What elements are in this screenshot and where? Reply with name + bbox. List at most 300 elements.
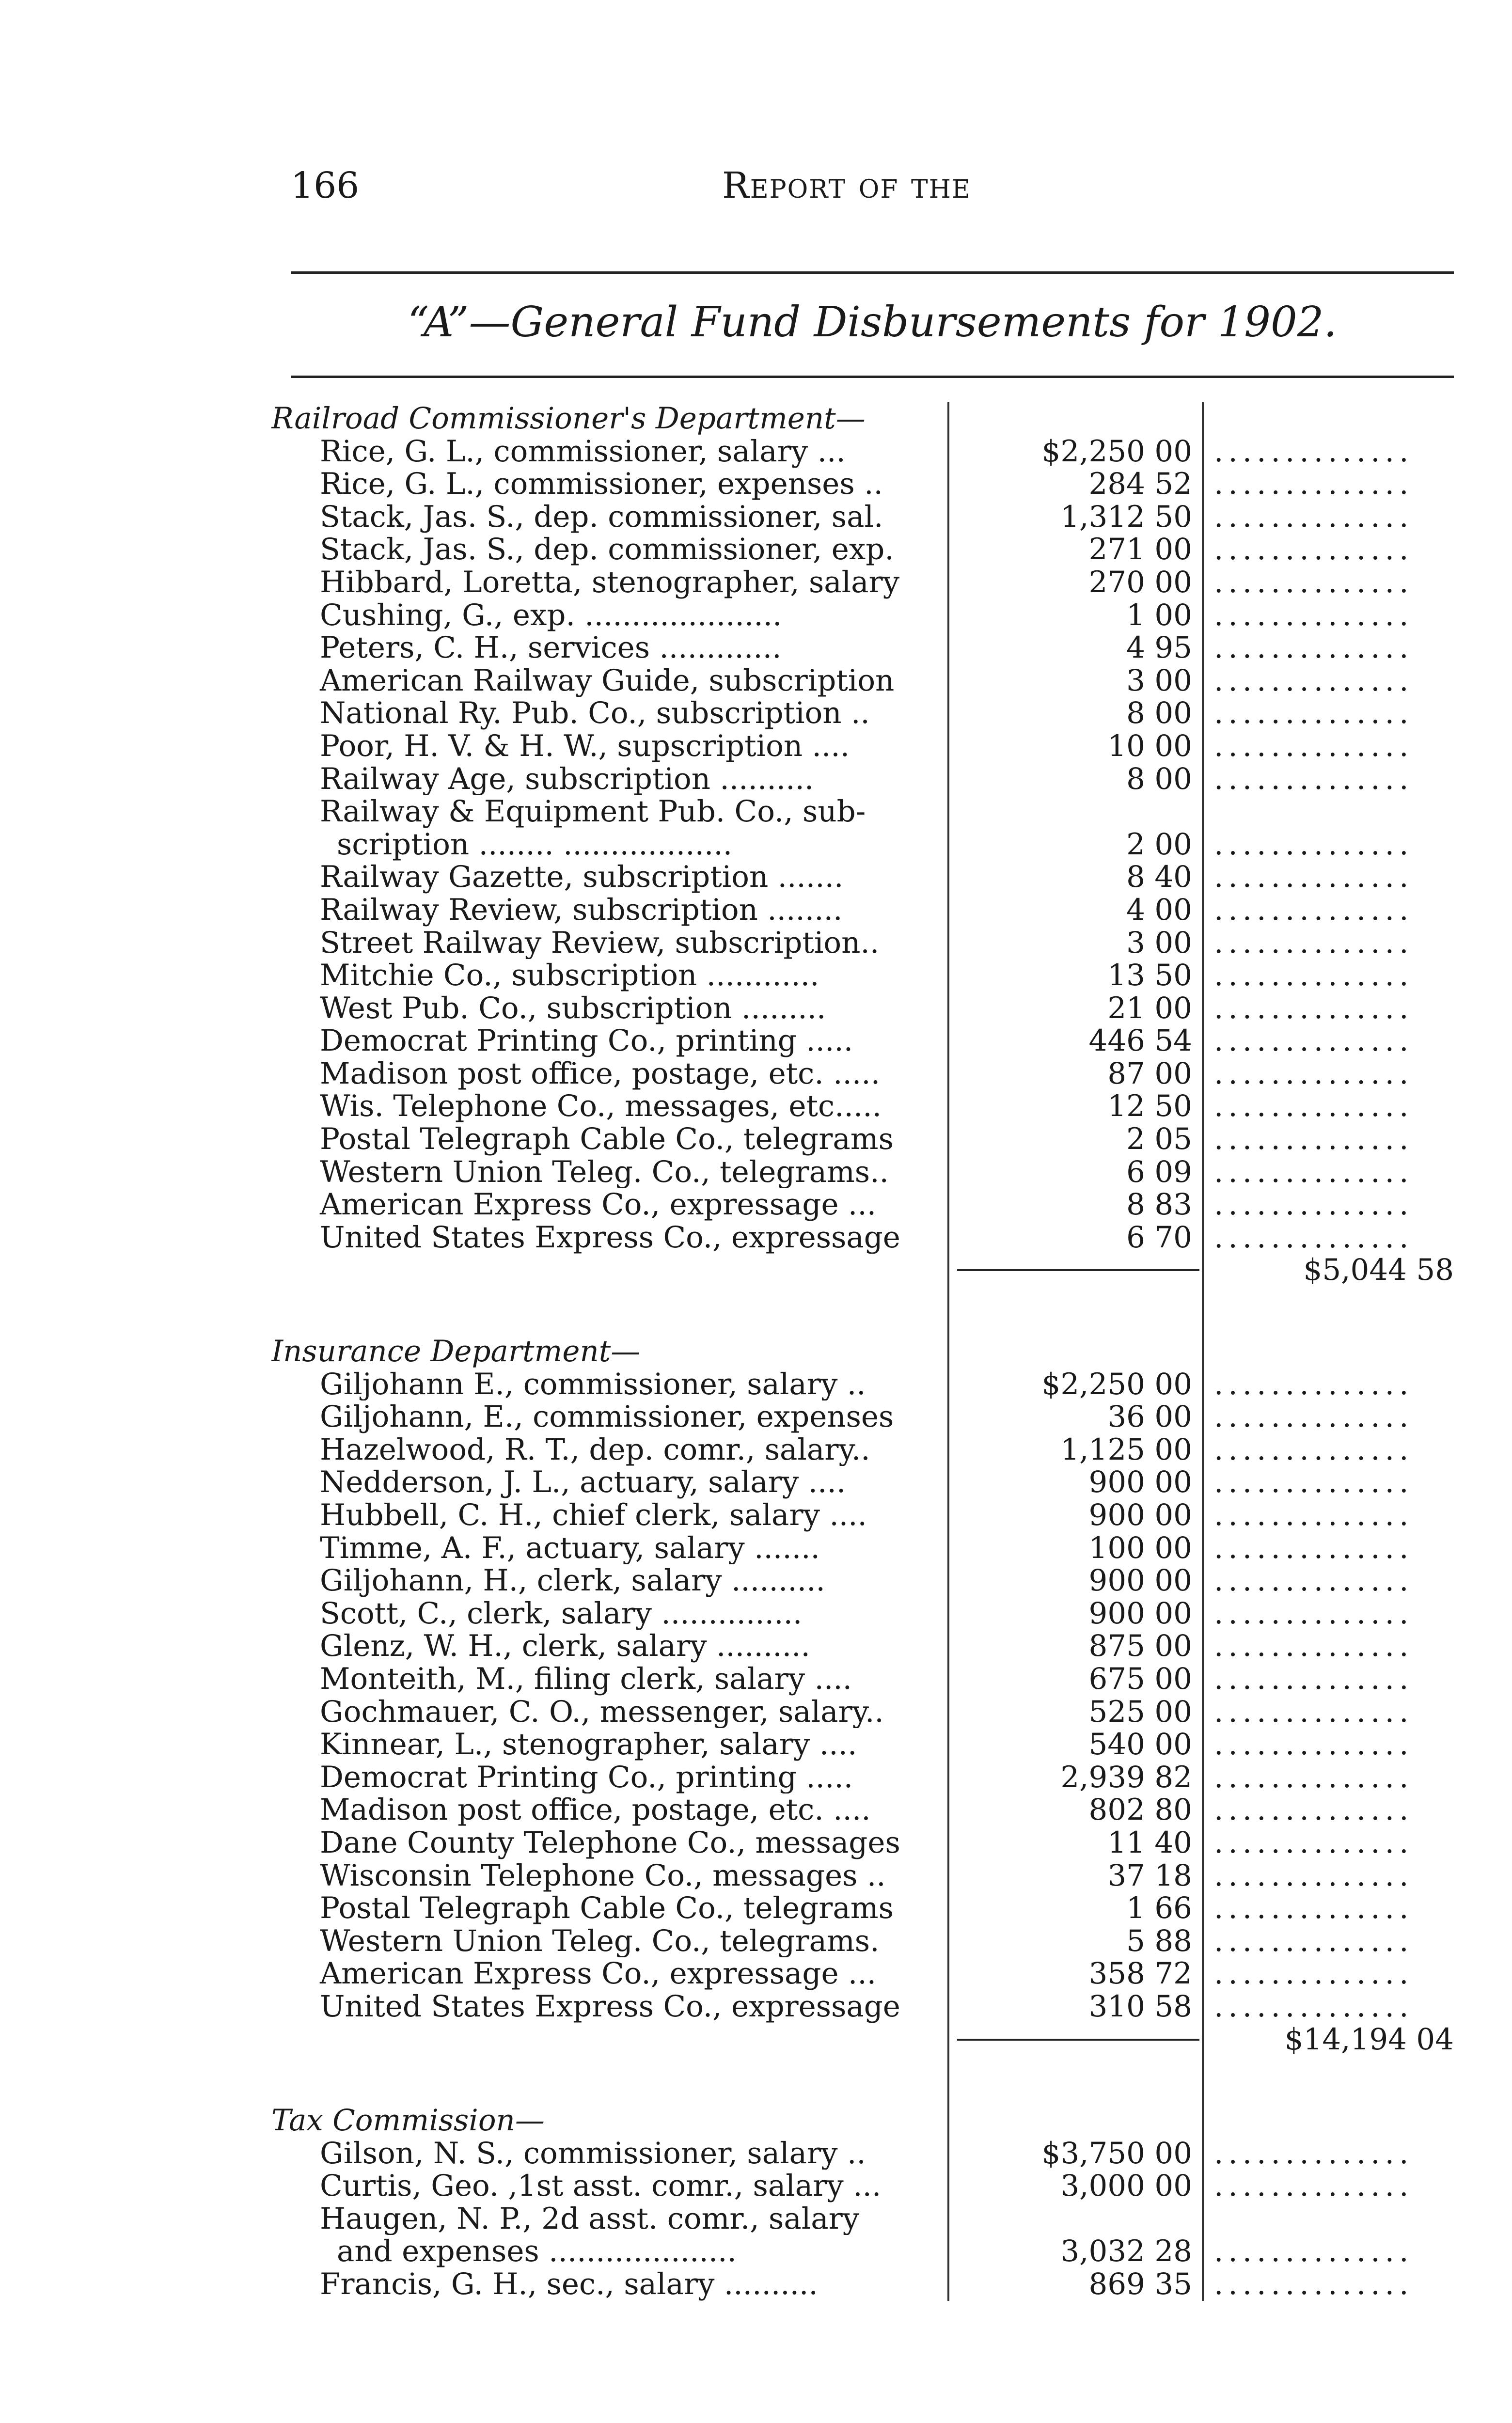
row-leader-dots: .............. — [1214, 1155, 1414, 1189]
row-amount: 3 00 — [1126, 663, 1192, 698]
column-rule-right — [1202, 1892, 1204, 1925]
section-gap — [271, 1287, 1454, 1335]
top-rule — [291, 271, 1454, 274]
column-rule-left — [947, 763, 949, 796]
column-rule-right — [1202, 927, 1204, 960]
row-amount: 37 18 — [1107, 1858, 1192, 1893]
row-leader-dots: .............. — [1214, 762, 1414, 796]
row-amount: 446 54 — [1088, 1023, 1192, 1058]
column-rule-left — [947, 697, 949, 730]
section-gap — [271, 2056, 1454, 2104]
column-rule-left — [947, 1188, 949, 1221]
row-amount: 1 66 — [1126, 1891, 1192, 1926]
table-row — [271, 1990, 1454, 2023]
section-heading-row — [271, 2104, 1454, 2137]
table-row — [271, 992, 1454, 1025]
table-row — [271, 730, 1454, 763]
column-rule-right — [1202, 1728, 1204, 1761]
row-amount: 8 00 — [1126, 761, 1192, 796]
column-rule-left — [947, 894, 949, 927]
section-heading-row — [271, 1335, 1454, 1368]
row-leader-dots: .............. — [1214, 1433, 1414, 1466]
column-rule-right — [1202, 435, 1204, 468]
column-rule-left — [947, 1466, 949, 1499]
row-leader-dots: .............. — [1214, 1024, 1414, 1057]
table-row — [271, 1221, 1454, 1254]
row-leader-dots: .............. — [1214, 2137, 1414, 2170]
column-rule-right — [1202, 959, 1204, 992]
column-rule-right — [1202, 1826, 1204, 1859]
row-leader-dots: .............. — [1214, 468, 1414, 501]
column-rule-left — [947, 1925, 949, 1958]
column-rule-right — [1202, 894, 1204, 927]
column-rule-left — [947, 1287, 949, 1335]
column-rule-left — [947, 1368, 949, 1401]
table-row — [271, 1368, 1454, 1401]
column-rule-right — [1202, 1368, 1204, 1401]
table-row — [271, 763, 1454, 796]
column-rule-left — [947, 1564, 949, 1597]
column-rule-left — [947, 1400, 949, 1433]
row-leader-dots: .............. — [1214, 1499, 1414, 1532]
table-row — [271, 2170, 1454, 2203]
column-rule-left — [947, 664, 949, 697]
row-label: Railway Gazette, subscription ....... — [320, 861, 844, 894]
row-leader-dots: .............. — [1214, 1761, 1414, 1794]
column-rule-right — [1202, 730, 1204, 763]
row-leader-dots: .............. — [1214, 828, 1414, 861]
table-row — [271, 927, 1454, 960]
row-label: Wisconsin Telephone Co., messages .. — [320, 1859, 886, 1892]
column-rule-left — [947, 435, 949, 468]
row-leader-dots: .............. — [1214, 1597, 1414, 1630]
row-amount: 100 00 — [1088, 1530, 1192, 1565]
column-rule-right — [1202, 1156, 1204, 1189]
row-amount: 87 00 — [1107, 1056, 1192, 1091]
column-rule-left — [947, 1433, 949, 1466]
table-row — [271, 1090, 1454, 1123]
table-row — [271, 1024, 1454, 1057]
table-row — [271, 664, 1454, 697]
row-label: Madison post office, postage, etc. .... — [320, 1794, 871, 1826]
table-row — [271, 1433, 1454, 1466]
column-rule-left — [947, 402, 949, 435]
row-label: Stack, Jas. S., dep. commissioner, sal. — [320, 500, 883, 534]
row-label: Postal Telegraph Cable Co., telegrams — [320, 1892, 894, 1925]
row-label: American Express Co., expressage ... — [320, 1957, 877, 1990]
table-row — [271, 2203, 1454, 2235]
disbursement-table — [271, 402, 1454, 2301]
row-amount: 284 52 — [1088, 467, 1192, 502]
row-label: Giljohann E., commissioner, salary .. — [320, 1368, 866, 1401]
column-rule-left — [947, 2056, 949, 2104]
row-leader-dots: .............. — [1214, 1924, 1414, 1958]
column-rule-left — [947, 501, 949, 534]
running-head: Report of the — [722, 165, 971, 206]
row-amount: 36 00 — [1107, 1400, 1192, 1434]
column-rule-left — [947, 861, 949, 894]
table-row — [271, 501, 1454, 534]
column-rule-left — [947, 1024, 949, 1057]
column-rule-left — [947, 1630, 949, 1663]
row-amount: 900 00 — [1088, 1563, 1192, 1598]
column-rule-right — [1202, 1057, 1204, 1090]
column-rule-left — [947, 1123, 949, 1156]
row-label: Street Railway Review, subscription.. — [320, 926, 880, 960]
row-leader-dots: .............. — [1214, 1957, 1414, 1990]
row-leader-dots: .............. — [1214, 697, 1414, 730]
table-row — [271, 894, 1454, 927]
row-leader-dots: .............. — [1214, 566, 1414, 599]
column-rule-right — [1202, 697, 1204, 730]
column-rule-right — [1202, 1123, 1204, 1156]
row-amount: 2 05 — [1126, 1122, 1192, 1157]
column-rule-left — [947, 992, 949, 1025]
row-leader-dots: .............. — [1214, 1368, 1414, 1401]
row-leader-dots: .............. — [1214, 861, 1414, 894]
row-leader-dots: .............. — [1214, 1531, 1414, 1565]
column-rule-left — [947, 2137, 949, 2170]
row-label: Giljohann, H., clerk, salary .......... — [320, 1564, 825, 1597]
title-rule — [291, 376, 1454, 378]
row-label: Kinnear, L., stenographer, salary .... — [320, 1728, 857, 1761]
column-rule-right — [1202, 1696, 1204, 1729]
column-rule-left — [947, 1990, 949, 2023]
section-total: $14,194 04 — [1284, 2022, 1454, 2057]
row-amount: 8 83 — [1126, 1187, 1192, 1222]
table-row — [271, 1794, 1454, 1826]
table-row — [271, 1957, 1454, 1990]
table-row — [271, 2268, 1454, 2301]
row-leader-dots: .............. — [1214, 729, 1414, 763]
row-label: American Express Co., expressage ... — [320, 1188, 877, 1221]
row-leader-dots: .............. — [1214, 1466, 1414, 1499]
table-row — [271, 1400, 1454, 1433]
row-label: Railway & Equipment Pub. Co., sub- — [320, 795, 866, 828]
table-row — [271, 1466, 1454, 1499]
row-leader-dots: .............. — [1214, 1892, 1414, 1925]
row-leader-dots: .............. — [1214, 598, 1414, 632]
table-row — [271, 1859, 1454, 1892]
row-label: Rice, G. L., commissioner, salary ... — [320, 435, 846, 468]
row-label: Mitchie Co., subscription ............ — [320, 959, 819, 992]
row-label: scription ........ .................. — [337, 828, 733, 861]
column-rule-right — [1202, 1794, 1204, 1826]
row-label: Hazelwood, R. T., dep. comr., salary.. — [320, 1433, 870, 1466]
column-rule-right — [1202, 501, 1204, 534]
column-rule-left — [947, 1335, 949, 1368]
column-rule-right — [1202, 566, 1204, 599]
row-leader-dots: .............. — [1214, 2268, 1414, 2301]
row-amount: 802 80 — [1088, 1793, 1192, 1827]
row-amount: 900 00 — [1088, 1465, 1192, 1500]
column-rule-right — [1202, 1188, 1204, 1221]
column-rule-left — [947, 2023, 949, 2056]
row-amount: 4 00 — [1126, 892, 1192, 927]
row-leader-dots: .............. — [1214, 664, 1414, 697]
column-rule-right — [1202, 861, 1204, 894]
row-leader-dots: .............. — [1214, 991, 1414, 1025]
column-rule-left — [947, 2268, 949, 2301]
column-rule-right — [1202, 599, 1204, 632]
page-header — [291, 165, 1454, 213]
column-rule-right — [1202, 1221, 1204, 1254]
row-leader-dots: .............. — [1214, 1123, 1414, 1156]
row-label: Cushing, G., exp. ..................... — [320, 598, 782, 632]
row-label: Hibbard, Loretta, stenographer, salary — [320, 566, 900, 599]
row-amount: $2,250 00 — [1041, 1367, 1192, 1401]
row-leader-dots: .............. — [1214, 1662, 1414, 1696]
row-label: Postal Telegraph Cable Co., telegrams — [320, 1123, 894, 1156]
row-amount: 10 00 — [1107, 728, 1192, 763]
column-rule-left — [947, 1794, 949, 1826]
section-heading: Tax Commission— — [271, 2104, 545, 2137]
column-rule-right — [1202, 763, 1204, 796]
table-row — [271, 1925, 1454, 1958]
row-amount: 900 00 — [1088, 1596, 1192, 1631]
row-amount: $2,250 00 — [1041, 434, 1192, 469]
row-amount: 3,032 28 — [1060, 2234, 1192, 2269]
column-rule-right — [1202, 1400, 1204, 1433]
row-label: Madison post office, postage, etc. ..... — [320, 1057, 881, 1090]
column-rule-right — [1202, 1761, 1204, 1794]
column-rule-left — [947, 1696, 949, 1729]
table-row — [271, 533, 1454, 566]
column-rule-left — [947, 1532, 949, 1565]
column-rule-right — [1202, 2268, 1204, 2301]
row-leader-dots: .............. — [1214, 1057, 1414, 1090]
row-label: Railway Age, subscription .......... — [320, 762, 814, 796]
table-row — [271, 631, 1454, 664]
row-leader-dots: .............. — [1214, 1794, 1414, 1826]
column-rule-right — [1202, 828, 1204, 861]
row-amount: 2,939 82 — [1060, 1760, 1192, 1794]
row-amount: 21 00 — [1107, 991, 1192, 1025]
table-row — [271, 1761, 1454, 1794]
table-row — [271, 861, 1454, 894]
column-rule-left — [947, 2170, 949, 2203]
table-row — [271, 566, 1454, 599]
column-rule-left — [947, 1892, 949, 1925]
column-rule-right — [1202, 631, 1204, 664]
row-amount: 1,125 00 — [1060, 1432, 1192, 1467]
column-rule-right — [1202, 1532, 1204, 1565]
column-rule-left — [947, 1090, 949, 1123]
row-label: Western Union Teleg. Co., telegrams.. — [320, 1155, 889, 1189]
row-label: Wis. Telephone Co., messages, etc..... — [320, 1090, 882, 1123]
row-leader-dots: .............. — [1214, 1090, 1414, 1123]
row-amount: 540 00 — [1088, 1727, 1192, 1762]
table-title: “A”—General Fund Disbursements for 1902. — [408, 298, 1337, 346]
row-label: Francis, G. H., sec., salary .......... — [320, 2268, 818, 2301]
row-leader-dots: .............. — [1214, 1826, 1414, 1859]
row-amount: 8 00 — [1126, 696, 1192, 731]
column-rule-left — [947, 1254, 949, 1287]
row-label: United States Express Co., expressage — [320, 1221, 900, 1254]
column-rule-right — [1202, 1335, 1204, 1368]
row-amount: $3,750 00 — [1041, 2136, 1192, 2171]
row-leader-dots: .............. — [1214, 1400, 1414, 1433]
column-rule-left — [947, 1859, 949, 1892]
column-rule-left — [947, 533, 949, 566]
table-row — [271, 1057, 1454, 1090]
sum-rule — [957, 1269, 1199, 1271]
row-leader-dots: .............. — [1214, 1695, 1414, 1729]
column-rule-right — [1202, 2170, 1204, 2203]
table-row — [271, 828, 1454, 861]
row-amount: 13 50 — [1107, 958, 1192, 993]
row-leader-dots: .............. — [1214, 1221, 1414, 1254]
row-amount: 525 00 — [1088, 1694, 1192, 1729]
column-rule-right — [1202, 2137, 1204, 2170]
row-amount: 271 00 — [1088, 532, 1192, 567]
column-rule-left — [947, 730, 949, 763]
column-rule-left — [947, 1499, 949, 1532]
column-rule-left — [947, 828, 949, 861]
column-rule-left — [947, 959, 949, 992]
column-rule-left — [947, 1057, 949, 1090]
table-row — [271, 1499, 1454, 1532]
row-leader-dots: .............. — [1214, 1859, 1414, 1892]
row-leader-dots: .............. — [1214, 959, 1414, 992]
column-rule-right — [1202, 1466, 1204, 1499]
row-label: Haugen, N. P., 2d asst. comr., salary — [320, 2202, 860, 2235]
row-label: Western Union Teleg. Co., telegrams. — [320, 1924, 880, 1958]
row-label: Stack, Jas. S., dep. commissioner, exp. — [320, 533, 894, 566]
row-amount: 4 95 — [1126, 630, 1192, 665]
column-rule-left — [947, 1728, 949, 1761]
column-rule-left — [947, 599, 949, 632]
row-leader-dots: .............. — [1214, 631, 1414, 664]
table-row — [271, 435, 1454, 468]
column-rule-right — [1202, 1597, 1204, 1630]
table-row — [271, 697, 1454, 730]
row-amount: 358 72 — [1088, 1956, 1192, 1991]
column-rule-left — [947, 2203, 949, 2235]
section-total-row — [271, 2023, 1454, 2056]
column-rule-right — [1202, 1957, 1204, 1990]
row-label: American Railway Guide, subscription — [320, 664, 895, 697]
table-row — [271, 1696, 1454, 1729]
row-amount: 1 00 — [1126, 598, 1192, 632]
column-rule-right — [1202, 1663, 1204, 1696]
table-row — [271, 959, 1454, 992]
row-amount: 900 00 — [1088, 1498, 1192, 1532]
row-leader-dots: .............. — [1214, 1630, 1414, 1663]
row-amount: 2 00 — [1126, 827, 1192, 862]
row-leader-dots: .............. — [1214, 1728, 1414, 1761]
column-rule-right — [1202, 795, 1204, 828]
row-label: West Pub. Co., subscription ......... — [320, 991, 826, 1025]
table-row — [271, 1663, 1454, 1696]
table-row — [271, 468, 1454, 501]
page-number: 166 — [291, 165, 360, 206]
column-rule-right — [1202, 664, 1204, 697]
row-label: Rice, G. L., commissioner, expenses .. — [320, 468, 883, 501]
row-label: National Ry. Pub. Co., subscription .. — [320, 697, 870, 730]
column-rule-left — [947, 1156, 949, 1189]
column-rule-right — [1202, 1024, 1204, 1057]
row-label: United States Express Co., expressage — [320, 1990, 900, 2023]
column-rule-right — [1202, 1859, 1204, 1892]
row-amount: 12 50 — [1107, 1089, 1192, 1124]
row-amount: 8 40 — [1126, 860, 1192, 895]
row-amount: 11 40 — [1107, 1825, 1192, 1860]
column-rule-right — [1202, 2203, 1204, 2235]
column-rule-right — [1202, 1090, 1204, 1123]
row-amount: 5 88 — [1126, 1923, 1192, 1958]
column-rule-right — [1202, 533, 1204, 566]
table-row — [271, 1532, 1454, 1565]
row-label: Democrat Printing Co., printing ..... — [320, 1024, 853, 1057]
column-rule-right — [1202, 1564, 1204, 1597]
column-rule-right — [1202, 1433, 1204, 1466]
table-row — [271, 1188, 1454, 1221]
row-amount: 1,312 50 — [1060, 499, 1192, 534]
row-leader-dots: .............. — [1214, 533, 1414, 566]
column-rule-left — [947, 1957, 949, 1990]
table-row — [271, 1123, 1454, 1156]
section-total-row — [271, 1254, 1454, 1287]
section-total: $5,044 58 — [1303, 1253, 1454, 1288]
column-rule-left — [947, 2104, 949, 2137]
table-row — [271, 1826, 1454, 1859]
column-rule-left — [947, 631, 949, 664]
row-amount: 675 00 — [1088, 1661, 1192, 1696]
column-rule-right — [1202, 1630, 1204, 1663]
row-leader-dots: .............. — [1214, 435, 1414, 468]
column-rule-left — [947, 468, 949, 501]
column-rule-left — [947, 1597, 949, 1630]
row-label: Railway Review, subscription ........ — [320, 893, 843, 927]
row-amount: 310 58 — [1088, 1989, 1192, 2024]
row-amount: 875 00 — [1088, 1629, 1192, 1664]
column-rule-left — [947, 1826, 949, 1859]
section-heading-row — [271, 402, 1454, 435]
column-rule-left — [947, 1663, 949, 1696]
column-rule-left — [947, 795, 949, 828]
row-leader-dots: .............. — [1214, 2235, 1414, 2268]
column-rule-left — [947, 566, 949, 599]
row-amount: 3,000 00 — [1060, 2169, 1192, 2203]
table-row — [271, 1728, 1454, 1761]
row-leader-dots: .............. — [1214, 1990, 1414, 2023]
table-row — [271, 1597, 1454, 1630]
row-label: Poor, H. V. & H. W., supscription .... — [320, 729, 850, 763]
row-label: Hubbell, C. H., chief clerk, salary .... — [320, 1499, 867, 1532]
row-label: Glenz, W. H., clerk, salary .......... — [320, 1630, 810, 1663]
column-rule-right — [1202, 1254, 1204, 1287]
row-amount: 869 35 — [1088, 2267, 1192, 2302]
column-rule-right — [1202, 2056, 1204, 2104]
row-label: Peters, C. H., services ............. — [320, 631, 782, 664]
row-label: Democrat Printing Co., printing ..... — [320, 1761, 853, 1794]
column-rule-right — [1202, 2235, 1204, 2268]
table-row — [271, 2137, 1454, 2170]
column-rule-right — [1202, 2104, 1204, 2137]
table-row — [271, 795, 1454, 828]
section-heading: Railroad Commissioner's Department— — [271, 402, 866, 435]
row-leader-dots: .............. — [1214, 2170, 1414, 2203]
section-heading: Insurance Department— — [271, 1335, 641, 1368]
row-label: Gochmauer, C. O., messenger, salary.. — [320, 1695, 884, 1729]
row-amount: 6 70 — [1126, 1220, 1192, 1255]
column-rule-left — [947, 2235, 949, 2268]
row-leader-dots: .............. — [1214, 500, 1414, 534]
row-leader-dots: .............. — [1214, 1564, 1414, 1597]
column-rule-left — [947, 1761, 949, 1794]
row-amount: 6 09 — [1126, 1154, 1192, 1189]
